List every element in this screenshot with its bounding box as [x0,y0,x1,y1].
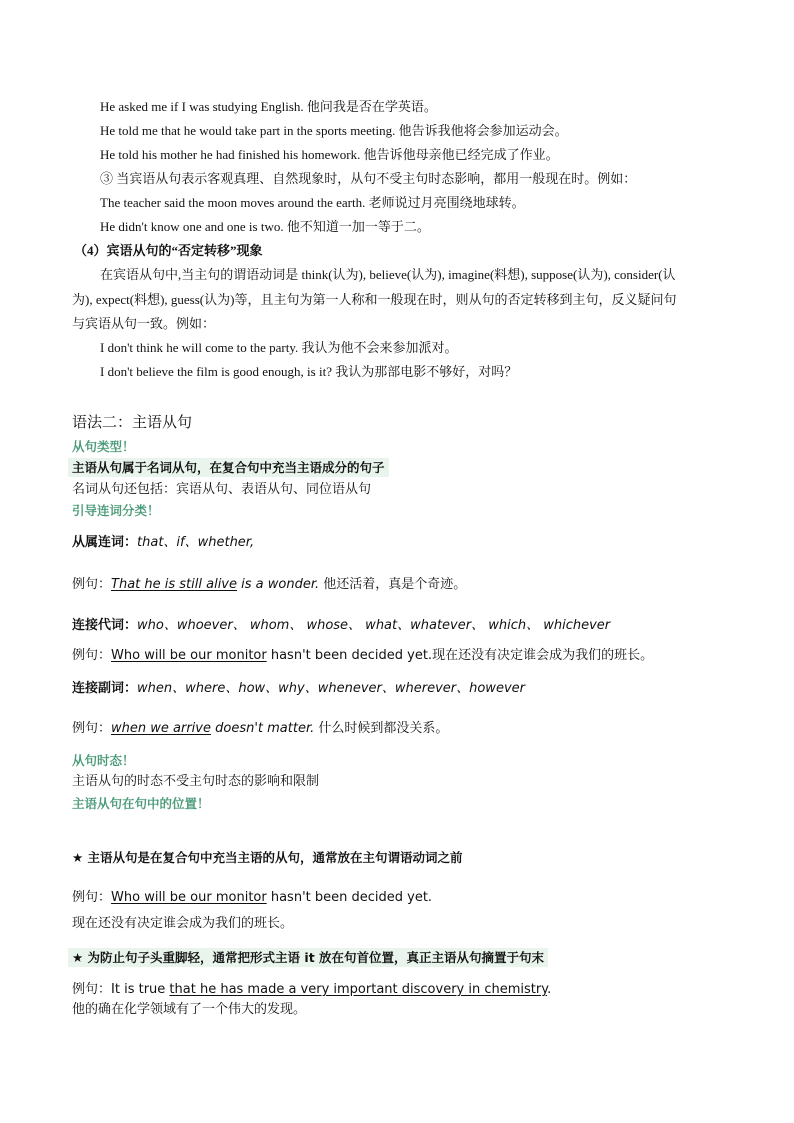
example-sentence [72,646,653,666]
example-line: He didn't know one and one is two. 他不知道一加一等于二。 [100,219,430,234]
adverb-line [72,679,525,699]
example-line: He asked me if I was studying English. 他问我是否在学英语。 [100,99,437,114]
example-sentence [72,719,448,739]
underlined-clause: that he has made a very important discovery in chemistry [169,982,548,997]
translation: 现在还没有决定谁会成为我们的班长。 [432,648,654,663]
includes-line: 名词从句还包括：宾语从句、表语从句、同位语从句 [72,482,372,497]
subheading: 从句类型！ [72,439,135,454]
sentence-end: . [547,982,552,997]
label: 例句： [72,890,112,905]
section-heading: （4）宾语从句的“否定转移”现象 [74,243,263,258]
translation-line: 他的确在化学领域有了一个伟大的发现。 [72,1002,307,1017]
paragraph-line: 为), expect(料想), guess(认为)等，且主句为第一人称和一般现在时，则从句的否定转移到主句，反义疑问句 [72,292,677,307]
word-list: when、where、how、why、whenever、wherever、however [137,681,525,696]
subheading: 主语从句在句中的位置！ [72,796,210,811]
label: 例句： [72,648,112,663]
example-sentence [72,575,466,595]
highlight: ★ 为防止句子头重脚轻，通常把形式主语 it 放在句首位置，真正主语从句摘置于句末 [68,948,548,967]
underlined-clause: Who will be our monitor [111,890,267,905]
example-line: He told me that he would take part in the sports meeting. 他告诉我他将会参加运动会。 [100,123,568,138]
translation: 什么时候到都没关系。 [314,721,449,736]
subordinator-line [72,533,254,553]
label: 例句： [72,721,112,736]
label: 连接代词： [72,618,138,633]
star-rule [68,948,548,968]
translation-line: 现在还没有决定谁会成为我们的班长。 [72,916,294,931]
label: 连接副词： [72,681,138,696]
sentence-rest: hasn't been decided yet. [266,648,433,663]
underlined-clause: Who will be our monitor [111,648,267,663]
paragraph-line: 与宾语从句一致。例如： [72,316,216,331]
example-line: I don't think he will come to the party. 我认为他不会来参加派对。 [100,340,458,355]
underlined-clause: That he is still alive [111,577,237,592]
example-line: He told his mother he had finished his homework. 他告诉他母亲他已经完成了作业。 [100,147,559,162]
translation: 他还活着，真是个奇迹。 [319,577,467,592]
tense-line: 主语从句的时态不受主句时态的影响和限制 [72,774,320,789]
sentence-rest: hasn't been decided yet. [266,890,433,905]
example-sentence [72,980,551,1000]
paragraph-line: 在宾语从句中,当主句的谓语动词是 think(认为), believe(认为), imagine(料想), suppose(认为), consider(认 [100,267,676,282]
label: 例句： [72,982,112,997]
rule-line: ③ 当宾语从句表示客观真理、自然现象时，从句不受主句时态影响，都用一般现在时。例如： [100,171,637,186]
example-sentence [72,888,432,908]
word-list: that、if、whether, [137,535,255,550]
subheading: 从句时态！ [72,753,135,768]
sentence-rest: doesn't matter. [210,721,315,736]
sentence-start: It is true [111,982,170,997]
word-list: who、whoever、 whom、 whose、 what、whatever、 which、 whichever [137,618,611,633]
definition-line [68,458,389,478]
example-line: I don't believe the film is good enough, is it? 我认为那部电影不够好，对吗？ [100,364,518,379]
label: 从属连词： [72,535,138,550]
star-rule: ★ 主语从句是在复合句中充当主语的从句，通常放在主句谓语动词之前 [72,850,463,865]
subheading: 引导连词分类！ [72,503,160,518]
highlight: 主语从句属于名词从句，在复合句中充当主语成分的句子 [68,458,389,477]
section-title: 语法二：主语从句 [72,413,193,431]
pronoun-line [72,616,610,636]
label: 例句： [72,577,112,592]
sentence-rest: is a wonder. [237,577,320,592]
underlined-clause: when we arrive [111,721,211,736]
example-line: The teacher said the moon moves around the earth. 老师说过月亮围绕地球转。 [100,195,525,210]
